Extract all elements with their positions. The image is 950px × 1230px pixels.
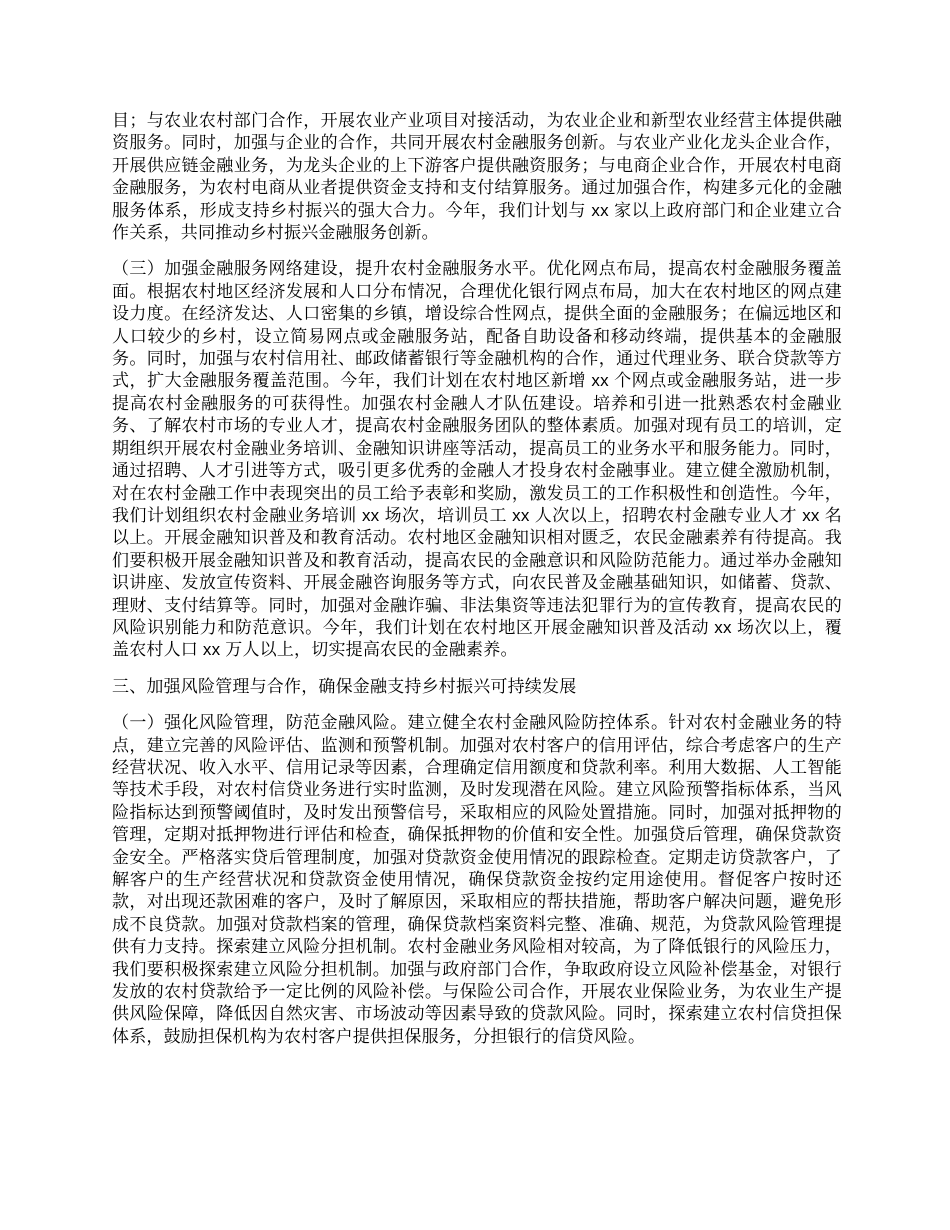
body-paragraph-section-3-financial-service-network: （三）加强金融服务网络建设，提升农村金融服务水平。优化网点布局，提高农村金融服务覆盖面。根据农村地区经济发展和人口分布情况，合理优化银行网点布局，加大在农村地区的网点建设力度。在经济发达、人口密集的乡镇，增设综合性网点，提供全面的金融服务；在偏远地区和人口较少的乡村，设立简易网点或金融服务站，配备自助设备和移动终端，提供基本的金融服务。同时，加强与农村信用社、邮政储蓄银行等金融机构的合作，通过代理业务、联合贷款等方式，扩大金融服务覆盖范围。今年，我们计划在农村地区新增 xx 个网点或金融服务站，进一步提高农村金融服务的可获得性。加强农村金融人才队伍建设。培养和引进一批熟悉农村金融业务、了解农村市场的专业人才，提高农村金融服务团队的整体素质。加强对现有员工的培训，定期组织开展农村金融业务培训、金融知识讲座等活动，提高员工的业务水平和服务能力。同时，通过招聘、人才引进等方式，吸引更多优秀的金融人才投身农村金融事业。建立健全激励机制，对在农村金融工作中表现突出的员工给予表彰和奖励，激发员工的工作积极性和创造性。今年，我们计划组织农村金融业务培训 xx 场次，培训员工 xx 人次以上，招聘农村金融专业人才 xx 名以上。开展金融知识普及和教育活动。农村地区金融知识相对匮乏，农民金融素养有待提高。我们要积极开展金融知识普及和教育活动，提高农民的金融意识和风险防范能力。通过举办金融知识讲座、发放宣传资料、开展金融咨询服务等方式，向农民普及金融基础知识，如储蓄、贷款、理财、支付结算等。同时，加强对金融诈骗、非法集资等违法犯罪行为的宣传教育，提高农民的风险识别能力和防范意识。今年，我们计划在农村地区开展金融知识普及活动 xx 场次以上，覆盖农村人口 xx 万人以上，切实提高农民的金融素养。 — [112, 259, 842, 660]
section-heading-risk-management: 三、加强风险管理与合作，确保金融支持乡村振兴可持续发展 — [112, 676, 577, 696]
body-paragraph-section-1-risk-control: （一）强化风险管理，防范金融风险。建立健全农村金融风险防控体系。针对农村金融业务的特点，建立完善的风险评估、监测和预警机制。加强对农村客户的信用评估，综合考虑客户的生产经营状况、收入水平、信用记录等因素，合理确定信用额度和贷款利率。利用大数据、人工智能等技术手段，对农村信贷业务进行实时监测，及时发现潜在风险。建立风险预警指标体系，当风险指标达到预警阈值时，及时发出预警信号，采取相应的风险处置措施。同时，加强对抵押物的管理，定期对抵押物进行评估和检查，确保抵押物的价值和安全性。加强贷后管理，确保贷款资金安全。严格落实贷后管理制度，加强对贷款资金使用情况的跟踪检查。定期走访贷款客户，了解客户的生产经营状况和贷款资金使用情况，确保贷款资金按约定用途使用。督促客户按时还款，对出现还款困难的客户，及时了解原因，采取相应的帮扶措施，帮助客户解决问题，避免形成不良贷款。加强对贷款档案的管理，确保贷款档案资料完整、准确、规范，为贷款风险管理提供有力支持。探索建立风险分担机制。农村金融业务风险相对较高，为了降低银行的风险压力，我们要积极探索建立风险分担机制。加强与政府部门合作，争取政府设立风险补偿基金，对银行发放的农村贷款给予一定比例的风险补偿。与保险公司合作，开展农业保险业务，为农业生产提供风险保障，降低因自然灾害、市场波动等因素导致的贷款风险。同时，探索建立农村信贷担保体系，鼓励担保机构为农村客户提供担保服务，分担银行的信贷风险。 — [112, 713, 842, 1046]
document-text-block — [112, 110, 842, 1062]
body-paragraph-continuation: 目；与农业农村部门合作，开展农业产业项目对接活动，为农业企业和新型农业经营主体提供融资服务。同时，加强与企业的合作，共同开展农村金融服务创新。与农业产业化龙头企业合作，开展供应链金融业务，为龙头企业的上下游客户提供融资服务；与电商企业合作，开展农村电商金融服务，为农村电商从业者提供资金支持和支付结算服务。通过加强合作，构建多元化的金融服务体系，形成支持乡村振兴的强大合力。今年，我们计划与 xx 家以上政府部门和企业建立合作关系，共同推动乡村振兴金融服务创新。 — [112, 111, 842, 243]
